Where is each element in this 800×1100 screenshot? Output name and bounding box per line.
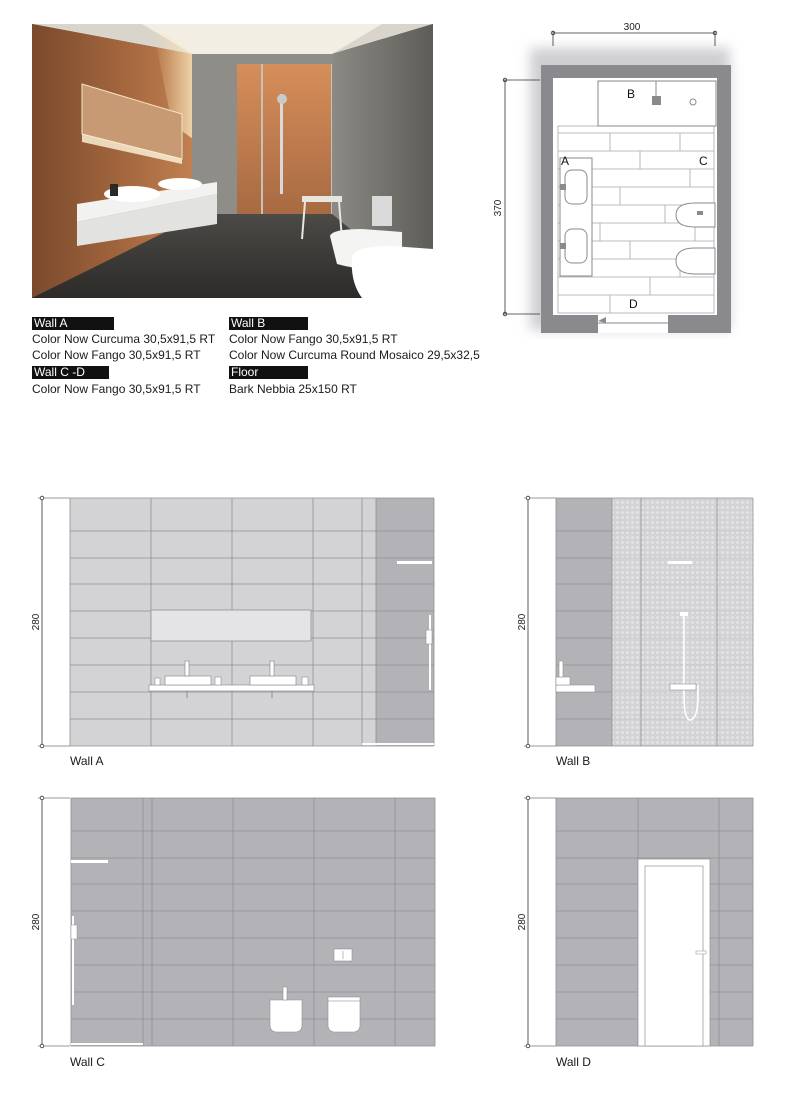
wall-a-height-dimension: 280 <box>31 613 42 631</box>
plan-label-a: A <box>561 154 570 168</box>
spec-heading-floor: Floor <box>229 366 308 379</box>
plan-width-dimension: 300 <box>623 22 641 33</box>
wall-b-height-dimension: 280 <box>517 613 528 631</box>
spec-heading-wall-b: Wall B <box>229 317 308 330</box>
plan-label-d: D <box>629 297 638 311</box>
wall-c-height-dimension: 280 <box>31 913 42 931</box>
elevation-label-wall-c: Wall C <box>70 1055 105 1069</box>
plan-depth-dimension: 370 <box>493 199 504 217</box>
wall-d-height-dimension: 280 <box>517 913 528 931</box>
elevation-drawings <box>0 480 800 1080</box>
plan-label-c: C <box>699 154 708 168</box>
spec-item: Bark Nebbia 25x150 RT <box>229 382 357 396</box>
spec-item: Color Now Curcuma 30,5x91,5 RT <box>32 332 216 346</box>
spec-item: Color Now Fango 30,5x91,5 RT <box>32 348 201 362</box>
spec-item: Color Now Curcuma Round Mosaico 29,5x32,5 <box>229 348 480 362</box>
elevation-wall-d <box>517 796 753 1048</box>
bathroom-render-photo <box>32 24 433 298</box>
plan-label-b: B <box>627 87 636 101</box>
elevation-wall-b <box>517 496 753 748</box>
elevation-wall-c <box>31 796 435 1048</box>
elevation-label-wall-a: Wall A <box>70 754 104 768</box>
elevation-label-wall-d: Wall D <box>556 1055 591 1069</box>
floor-plan <box>490 18 760 340</box>
spec-heading-wall-a: Wall A <box>32 317 114 330</box>
spec-heading-wall-cd: Wall C -D <box>32 366 109 379</box>
spec-item: Color Now Fango 30,5x91,5 RT <box>229 332 398 346</box>
elevation-wall-a <box>31 496 434 748</box>
spec-item: Color Now Fango 30,5x91,5 RT <box>32 382 201 396</box>
elevation-label-wall-b: Wall B <box>556 754 591 768</box>
